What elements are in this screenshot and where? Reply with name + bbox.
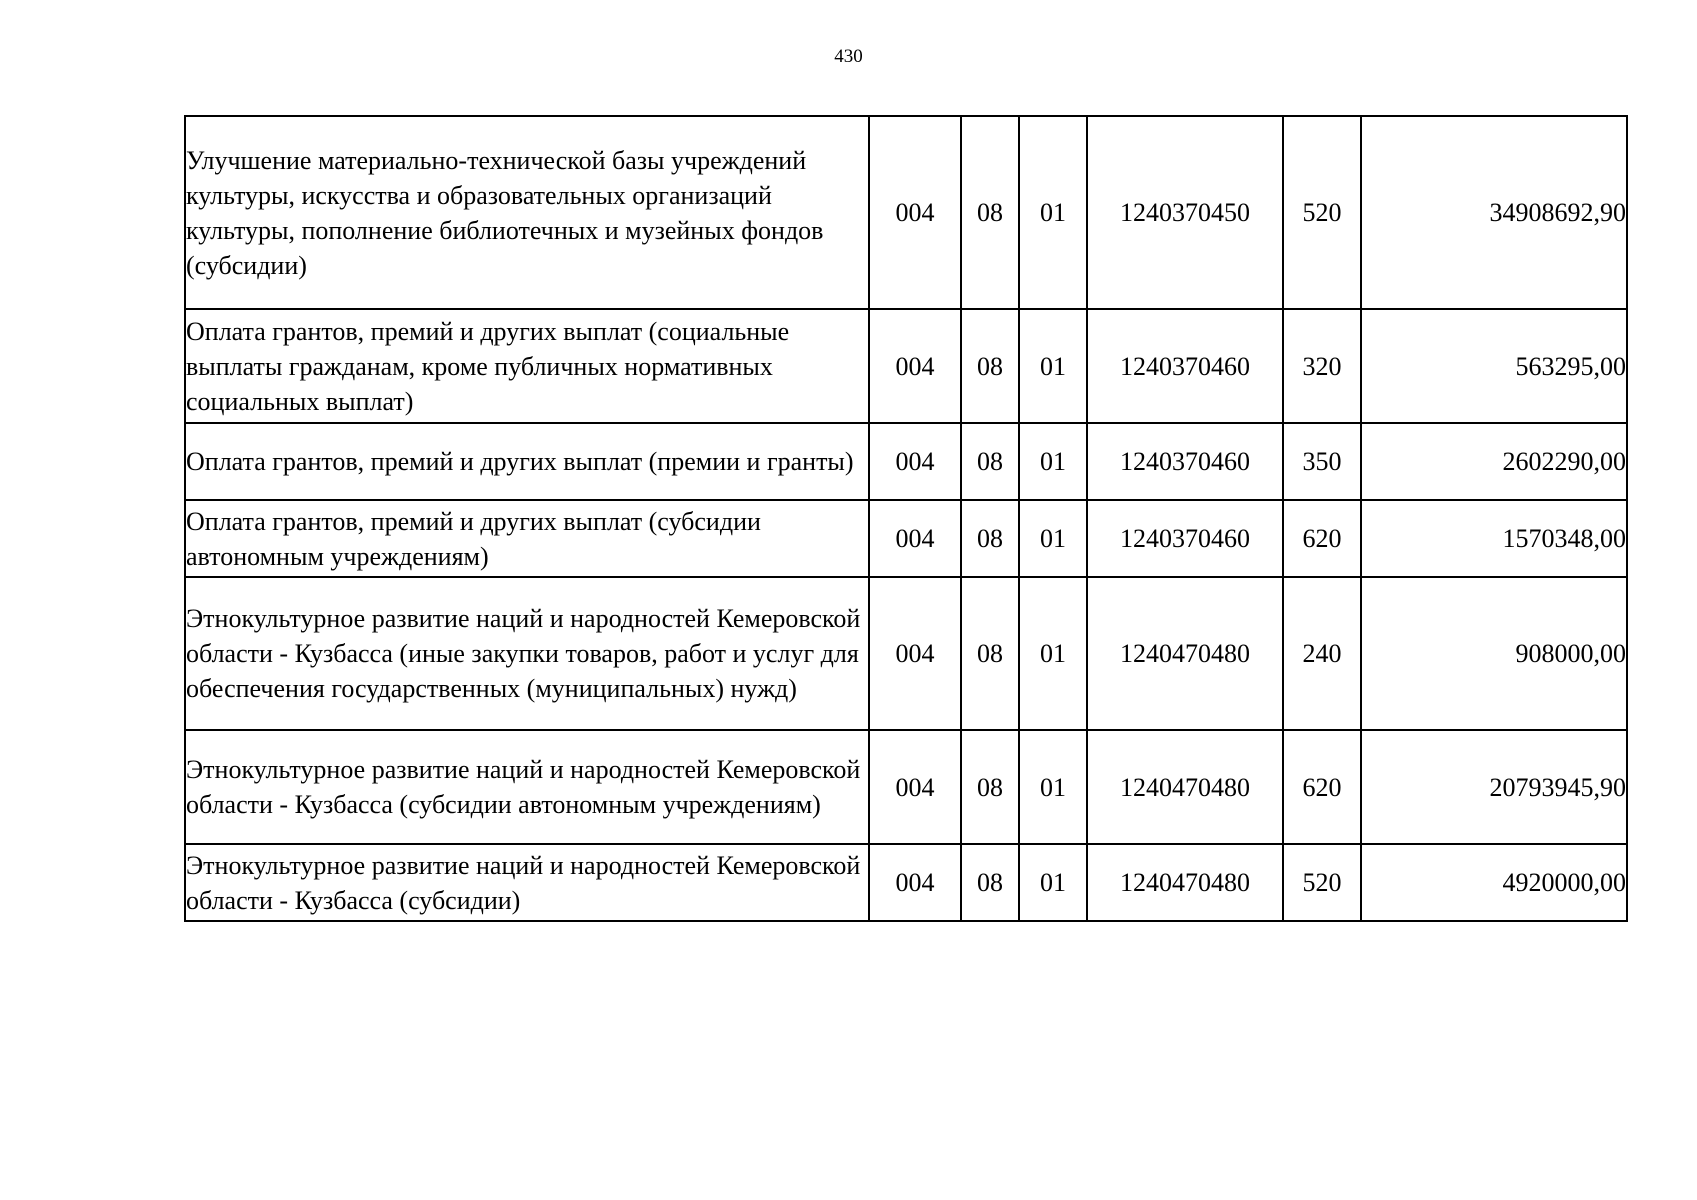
target-code-cell: 1240470480 <box>1087 730 1283 844</box>
expense-type-cell: 520 <box>1283 116 1361 309</box>
ministry-code-cell: 004 <box>869 309 961 423</box>
table-row <box>185 730 1627 844</box>
budget-table <box>184 115 1628 922</box>
ministry-code-cell: 004 <box>869 844 961 921</box>
expense-type-cell: 620 <box>1283 730 1361 844</box>
expense-type-cell: 520 <box>1283 844 1361 921</box>
section-code-cell: 08 <box>961 116 1019 309</box>
amount-cell: 20793945,90 <box>1361 730 1627 844</box>
target-code-cell: 1240370450 <box>1087 116 1283 309</box>
row-name-cell: Оплата грантов, премий и других выплат (субсидии автономным учреждениям) <box>185 500 869 577</box>
section-code-cell: 08 <box>961 423 1019 500</box>
amount-cell: 1570348,00 <box>1361 500 1627 577</box>
section-code-cell: 08 <box>961 844 1019 921</box>
amount-cell: 563295,00 <box>1361 309 1627 423</box>
row-name-cell: Оплата грантов, премий и других выплат (премии и гранты) <box>185 423 869 500</box>
expense-type-cell: 620 <box>1283 500 1361 577</box>
subsection-code-cell: 01 <box>1019 844 1087 921</box>
row-name-cell: Этнокультурное развитие наций и народностей Кемеровской области - Кузбасса (субсидии) <box>185 844 869 921</box>
expense-type-cell: 240 <box>1283 577 1361 730</box>
amount-cell: 4920000,00 <box>1361 844 1627 921</box>
target-code-cell: 1240470480 <box>1087 577 1283 730</box>
section-code-cell: 08 <box>961 577 1019 730</box>
page-number: 430 <box>834 46 863 67</box>
ministry-code-cell: 004 <box>869 500 961 577</box>
expense-type-cell: 320 <box>1283 309 1361 423</box>
section-code-cell: 08 <box>961 730 1019 844</box>
subsection-code-cell: 01 <box>1019 500 1087 577</box>
ministry-code-cell: 004 <box>869 730 961 844</box>
table-row <box>185 500 1627 577</box>
amount-cell: 2602290,00 <box>1361 423 1627 500</box>
table-row <box>185 577 1627 730</box>
subsection-code-cell: 01 <box>1019 423 1087 500</box>
section-code-cell: 08 <box>961 500 1019 577</box>
target-code-cell: 1240470480 <box>1087 844 1283 921</box>
table-row <box>185 116 1627 309</box>
row-name-cell: Этнокультурное развитие наций и народностей Кемеровской области - Кузбасса (субсидии автономным учреждениям) <box>185 730 869 844</box>
row-name-cell: Оплата грантов, премий и других выплат (социальные выплаты гражданам, кроме публичных нормативных социальных выплат) <box>185 309 869 423</box>
table-row <box>185 844 1627 921</box>
ministry-code-cell: 004 <box>869 423 961 500</box>
subsection-code-cell: 01 <box>1019 730 1087 844</box>
row-name-cell: Этнокультурное развитие наций и народностей Кемеровской области - Кузбасса (иные закупки товаров, работ и услуг для обеспечения государственных (муниципальных) нужд) <box>185 577 869 730</box>
subsection-code-cell: 01 <box>1019 309 1087 423</box>
ministry-code-cell: 004 <box>869 577 961 730</box>
subsection-code-cell: 01 <box>1019 577 1087 730</box>
table-row <box>185 309 1627 423</box>
subsection-code-cell: 01 <box>1019 116 1087 309</box>
row-name-cell: Улучшение материально-технической базы учреждений культуры, искусства и образовательных организаций культуры, пополнение библиотечных и музейных фондов (субсидии) <box>185 116 869 309</box>
expense-type-cell: 350 <box>1283 423 1361 500</box>
table-row <box>185 423 1627 500</box>
target-code-cell: 1240370460 <box>1087 309 1283 423</box>
amount-cell: 34908692,90 <box>1361 116 1627 309</box>
target-code-cell: 1240370460 <box>1087 423 1283 500</box>
amount-cell: 908000,00 <box>1361 577 1627 730</box>
ministry-code-cell: 004 <box>869 116 961 309</box>
target-code-cell: 1240370460 <box>1087 500 1283 577</box>
section-code-cell: 08 <box>961 309 1019 423</box>
